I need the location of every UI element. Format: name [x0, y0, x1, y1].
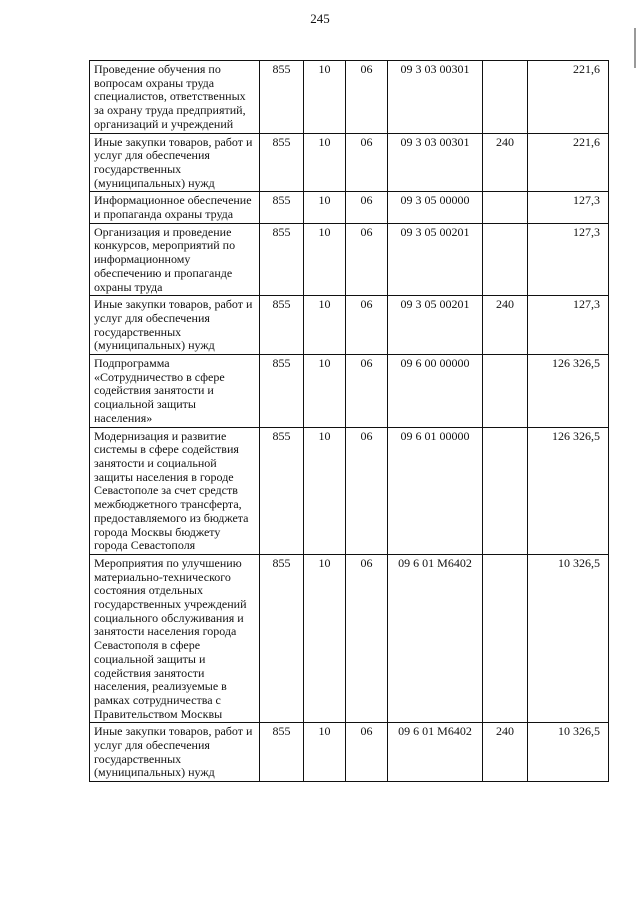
cell-name: Модернизация и развитие системы в сфере содействия занятости и социальной защиты населения в городе Севастополе за счет средств межбюджетного трансферта, предоставляемого из бюджета города Москвы бюджету города Севастополя: [90, 427, 260, 554]
cell-name: Организация и проведение конкурсов, мероприятий по информационному обеспечению и пропаганде охраны труда: [90, 223, 260, 296]
scan-edge-mark: [634, 28, 636, 68]
cell-name: Иные закупки товаров, работ и услуг для обеспечения государственных (муниципальных) нужд: [90, 296, 260, 355]
cell-amount: 127,3: [528, 223, 609, 296]
cell-expense-type: 240: [483, 723, 528, 782]
cell-amount: 126 326,5: [528, 427, 609, 554]
cell-name: Иные закупки товаров, работ и услуг для обеспечения государственных (муниципальных) нужд: [90, 133, 260, 192]
cell-amount: 10 326,5: [528, 554, 609, 722]
cell-amount: 127,3: [528, 296, 609, 355]
cell-section-code: 10: [304, 296, 346, 355]
cell-ministry-code: 855: [260, 133, 304, 192]
page-number: 245: [310, 11, 330, 26]
cell-expense-type: [483, 223, 528, 296]
cell-section-code: 10: [304, 355, 346, 428]
cell-expense-type: [483, 554, 528, 722]
cell-ministry-code: 855: [260, 723, 304, 782]
cell-amount: 127,3: [528, 192, 609, 223]
table-row: [90, 427, 609, 554]
cell-subsection-code: 06: [346, 192, 388, 223]
cell-subsection-code: 06: [346, 223, 388, 296]
cell-target-article: 09 3 03 00301: [388, 133, 483, 192]
cell-subsection-code: 06: [346, 133, 388, 192]
cell-target-article: 09 3 05 00201: [388, 296, 483, 355]
cell-target-article: 09 3 05 00201: [388, 223, 483, 296]
cell-name: Проведение обучения по вопросам охраны труда специалистов, ответственных за охрану труда предприятий, организаций и учреждений: [90, 61, 260, 134]
cell-ministry-code: 855: [260, 355, 304, 428]
cell-name: Иные закупки товаров, работ и услуг для обеспечения государственных (муниципальных) нужд: [90, 723, 260, 782]
cell-ministry-code: 855: [260, 554, 304, 722]
cell-name: Мероприятия по улучшению материально-технического состояния отдельных государственных учреждений социального обслуживания и занятости населения города Севастополя в сфере социальной защиты и содействия занятости населения, реализуемые в рамках сотрудничества с Правительством Москвы: [90, 554, 260, 722]
cell-expense-type: [483, 355, 528, 428]
cell-expense-type: [483, 192, 528, 223]
cell-expense-type: [483, 427, 528, 554]
cell-target-article: 09 6 00 00000: [388, 355, 483, 428]
cell-amount: 10 326,5: [528, 723, 609, 782]
cell-target-article: 09 6 01 М6402: [388, 554, 483, 722]
cell-target-article: 09 6 01 00000: [388, 427, 483, 554]
table-row: [90, 355, 609, 428]
cell-expense-type: 240: [483, 296, 528, 355]
table-body: [90, 61, 609, 782]
cell-section-code: 10: [304, 223, 346, 296]
cell-name: Информационное обеспечение и пропаганда охраны труда: [90, 192, 260, 223]
cell-target-article: 09 3 05 00000: [388, 192, 483, 223]
cell-section-code: 10: [304, 192, 346, 223]
table-row: [90, 61, 609, 134]
cell-subsection-code: 06: [346, 554, 388, 722]
cell-ministry-code: 855: [260, 223, 304, 296]
cell-ministry-code: 855: [260, 192, 304, 223]
cell-name: Подпрограмма «Сотрудничество в сфере содействия занятости и социальной защиты населения»: [90, 355, 260, 428]
table-row: [90, 223, 609, 296]
table-row: [90, 192, 609, 223]
cell-amount: 221,6: [528, 61, 609, 134]
table-row: [90, 296, 609, 355]
cell-section-code: 10: [304, 61, 346, 134]
cell-amount: 126 326,5: [528, 355, 609, 428]
table-row: [90, 723, 609, 782]
cell-subsection-code: 06: [346, 427, 388, 554]
cell-ministry-code: 855: [260, 296, 304, 355]
cell-subsection-code: 06: [346, 723, 388, 782]
cell-ministry-code: 855: [260, 427, 304, 554]
budget-table: [89, 60, 609, 782]
cell-target-article: 09 6 01 М6402: [388, 723, 483, 782]
cell-target-article: 09 3 03 00301: [388, 61, 483, 134]
cell-section-code: 10: [304, 133, 346, 192]
cell-subsection-code: 06: [346, 296, 388, 355]
cell-expense-type: 240: [483, 133, 528, 192]
cell-amount: 221,6: [528, 133, 609, 192]
cell-ministry-code: 855: [260, 61, 304, 134]
cell-subsection-code: 06: [346, 61, 388, 134]
cell-section-code: 10: [304, 554, 346, 722]
cell-section-code: 10: [304, 723, 346, 782]
table-row: [90, 133, 609, 192]
cell-section-code: 10: [304, 427, 346, 554]
cell-expense-type: [483, 61, 528, 134]
cell-subsection-code: 06: [346, 355, 388, 428]
table-row: [90, 554, 609, 722]
